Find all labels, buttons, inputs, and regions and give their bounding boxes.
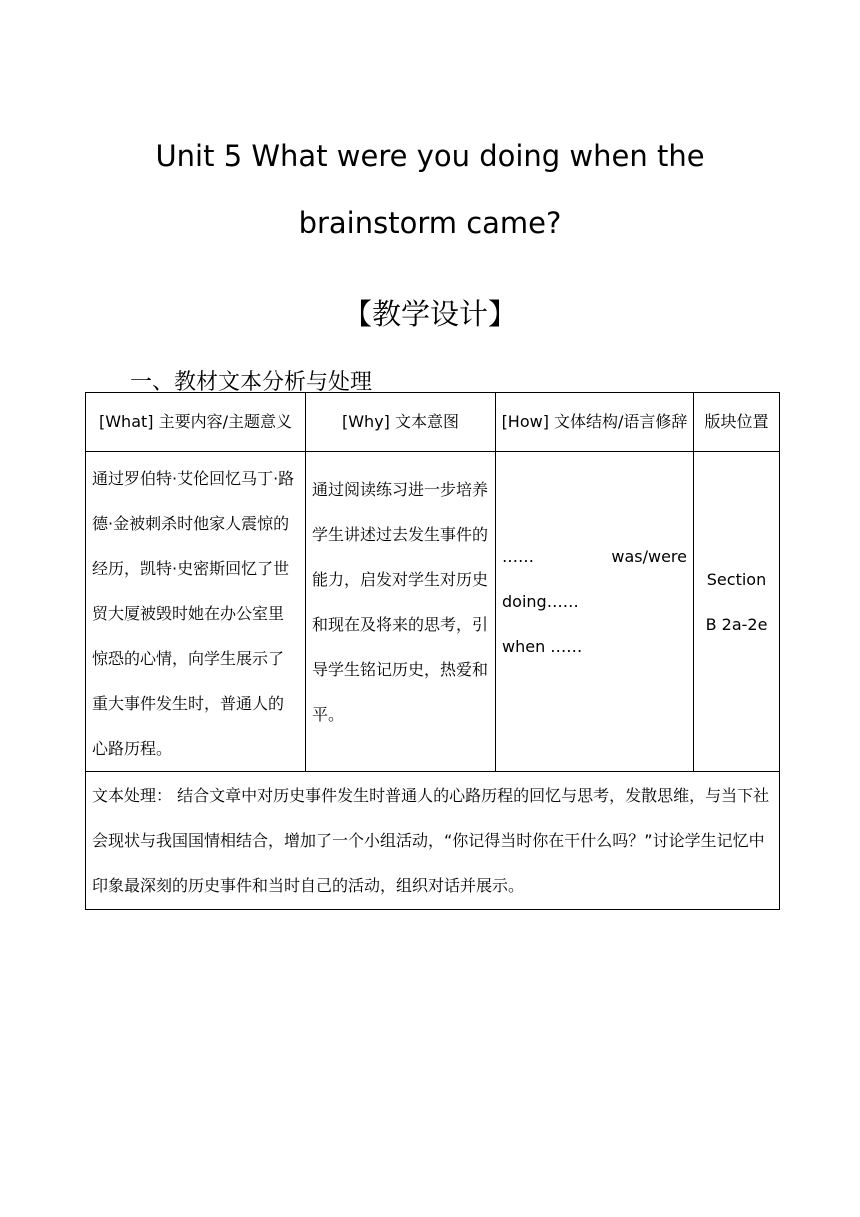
section-line-2: B 2a-2e [705,614,768,634]
header-what: [What] 主要内容/主题意义 [86,393,306,452]
document-title-line-1: Unit 5 What were you doing when the [155,139,705,173]
note-text: 文本处理： 结合文章中对历史事件发生时普通人的心路历程的回忆与思考，发散思维，与当下社会现状与我国国情相结合，增加了一个小组活动，“你记得当时你在干什么吗？”讨论学生记忆中印象最深刻的历史事件和当时自己的活动，组织对话并展示。 [86,772,780,910]
table-header-row [86,393,780,452]
section-heading: 一、教材文本分析与处理 [130,370,373,395]
cell-how [496,452,694,772]
how-text [496,534,693,689]
table-note-row [86,772,780,910]
how-line-2: doing…… [502,592,579,611]
how-ellipsis: …… [502,547,534,566]
how-line-1 [502,534,687,579]
how-line-3: when …… [502,637,583,656]
document-subtitle: 【教学设计】 [342,297,517,331]
section-line-1: Section [706,569,767,589]
table-row [86,452,780,772]
cell-why [306,452,496,772]
how-was-were: was/were [611,547,687,566]
cell-what [86,452,306,772]
section-text [694,557,779,667]
header-how: [How] 文体结构/语言修辞 [496,393,694,452]
header-section: 版块位置 [694,393,780,452]
cell-section [694,452,780,772]
document-title-line-2: brainstorm came? [298,206,562,240]
analysis-table [85,392,780,910]
why-text: 通过阅读练习进一步培养学生讲述过去发生事件的能力，启发对学生对历史和现在及将来的思考，引导学生铭记历史，热爱和平。 [312,479,489,724]
what-text: 通过罗伯特·艾伦回忆马丁·路德·金被刺杀时他家人震惊的经历，凯特·史密斯回忆了世贸大厦被毁时她在办公室里惊恐的心情，向学生展示了重大事件发生时，普通人的心路历程。 [92,469,295,758]
header-why: [Why] 文本意图 [306,393,496,452]
